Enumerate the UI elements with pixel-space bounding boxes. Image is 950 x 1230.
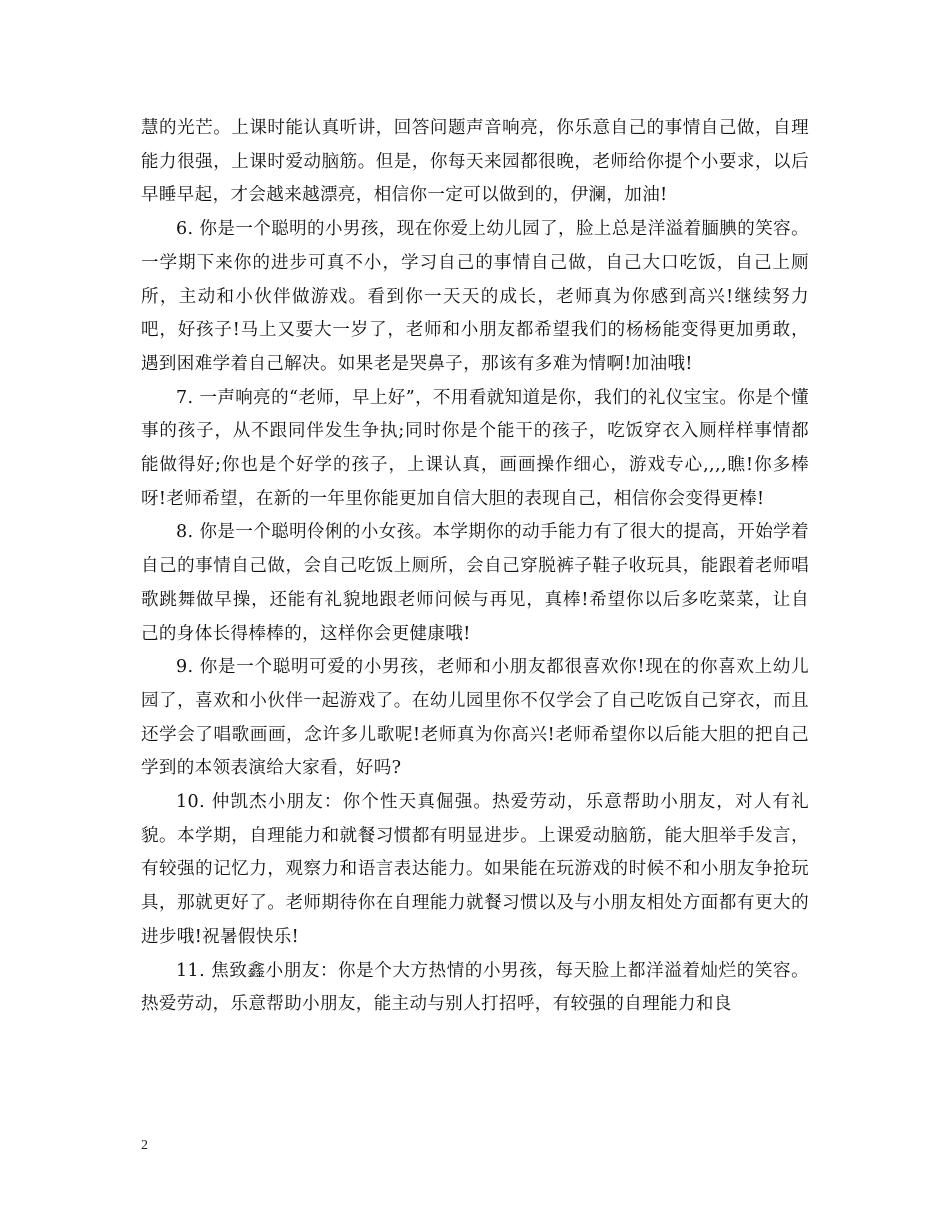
paragraph-7: 7. 一声响亮的“老师，早上好”，不用看就知道是你，我们的礼仪宝宝。你是个懂事的孩子，从不跟同伴发生争执;同时你是个能干的孩子，吃饭穿衣入厕样样事情都能做得好;你也是个好学的孩子，上课认真，画画操作细心，游戏专心,,,,瞧!你多棒呀!老师希望，在新的一年里你能更加自信大胆的表现自己，相信你会变得更棒! bbox=[141, 387, 809, 509]
paragraph-6: 6. 你是一个聪明的小男孩，现在你爱上幼儿园了，脸上总是洋溢着腼腆的笑容。一学期下来你的进步可真不小，学习自己的事情自己做，自己大口吃饭，自己上厕所，主动和小伙伴做游戏。看到你一天天的成长，老师真为你感到高兴!继续努力吧，好孩子!马上又要大一岁了，老师和小朋友都希望我们的杨杨能变得更加勇敢，遇到困难学着自己解决。如果老是哭鼻子，那该有多难为情啊!加油哦! bbox=[141, 219, 809, 374]
paragraph-8: 8. 你是一个聪明伶俐的小女孩。本学期你的动手能力有了很大的提高，开始学着自己的事情自己做，会自己吃饭上厕所，会自己穿脱裤子鞋子收玩具，能跟着老师唱歌跳舞做早操，还能有礼貌地跟老师问候与再见，真棒!希望你以后多吃菜菜，让自己的身体长得棒棒的，这样你会更健康哦! bbox=[141, 522, 809, 644]
document-body bbox=[141, 112, 809, 1022]
page-number: 2 bbox=[141, 1138, 148, 1153]
paragraph-11: 11. 焦致鑫小朋友：你是个大方热情的小男孩，每天脸上都洋溢着灿烂的笑容。热爱劳动，乐意帮助小朋友，能主动与别人打招呼，有较强的自理能力和良 bbox=[141, 960, 809, 1015]
paragraph-5-continued: 慧的光芒。上课时能认真听讲，回答问题声音响亮，你乐意自己的事情自己做，自理能力很强，上课时爱动脑筋。但是，你每天来园都很晚，老师给你提个小要求，以后早睡早起，才会越来越漂亮，相信你一定可以做到的，伊澜，加油! bbox=[141, 118, 809, 206]
paragraph-9: 9. 你是一个聪明可爱的小男孩，老师和小朋友都很喜欢你!现在的你喜欢上幼儿园了，喜欢和小伙伴一起游戏了。在幼儿园里你不仅学会了自己吃饭自己穿衣，而且还学会了唱歌画画，念许多儿歌呢!老师真为你高兴!老师希望你以后能大胆的把自己学到的本领表演给大家看，好吗? bbox=[141, 657, 809, 779]
paragraph-10: 10. 仲凯杰小朋友：你个性天真倔强。热爱劳动，乐意帮助小朋友，对人有礼貌。本学期，自理能力和就餐习惯都有明显进步。上课爱动脑筋，能大胆举手发言，有较强的记忆力，观察力和语言表达能力。如果能在玩游戏的时候不和小朋友争抢玩具，那就更好了。老师期待你在自理能力就餐习惯以及与小朋友相处方面都有更大的进步哦!祝暑假快乐! bbox=[141, 792, 809, 947]
